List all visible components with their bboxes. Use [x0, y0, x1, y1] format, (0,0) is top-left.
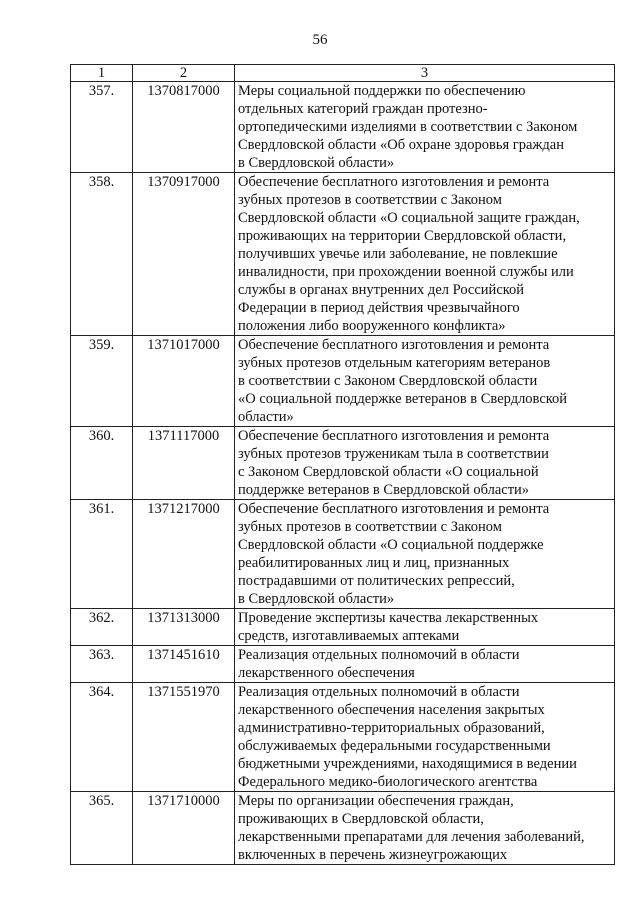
row-number: 362.: [71, 609, 133, 646]
table-row: [71, 646, 615, 683]
budget-code: 1370917000: [133, 173, 235, 336]
row-number: 359.: [71, 336, 133, 427]
description-line: «О социальной поддержке ветеранов в Свердловской: [238, 391, 568, 407]
item-description: [235, 646, 615, 683]
table-row: [71, 427, 615, 500]
budget-code: 1371017000: [133, 336, 235, 427]
description-line: службы в органах внутренних дел Российской: [238, 282, 525, 298]
table-row: [71, 609, 615, 646]
table-body: [71, 82, 615, 865]
table-header-row: [71, 65, 615, 82]
description-line: отдельных категорий граждан протезно-: [238, 101, 488, 117]
description-line: Обеспечение бесплатного изготовления и ремонта: [238, 337, 550, 353]
column-header-2: 2: [133, 65, 235, 82]
item-description: [235, 173, 615, 336]
item-description: [235, 427, 615, 500]
description-line: лекарственными препаратами для лечения заболеваний,: [238, 829, 585, 845]
budget-code: 1371451610: [133, 646, 235, 683]
description-line: зубных протезов в соответствии с Законом: [238, 192, 502, 208]
description-line: Обеспечение бесплатного изготовления и ремонта: [238, 428, 550, 444]
row-number: 364.: [71, 683, 133, 792]
budget-code: 1371313000: [133, 609, 235, 646]
page-number: 56: [312, 32, 328, 48]
description-line: зубных протезов в соответствии с Законом: [238, 519, 502, 535]
item-description: [235, 683, 615, 792]
description-line: Федерации в период действия чрезвычайного: [238, 300, 520, 316]
column-header-1: 1: [71, 65, 133, 82]
item-description: [235, 792, 615, 865]
description-line: зубных протезов труженикам тыла в соответствии: [238, 446, 549, 462]
description-line: зубных протезов отдельным категориям ветеранов: [238, 355, 551, 371]
description-line: Обеспечение бесплатного изготовления и ремонта: [238, 174, 550, 190]
description-line: административно-территориальных образований,: [238, 720, 545, 736]
budget-code: 1371710000: [133, 792, 235, 865]
description-line: в Свердловской области»: [238, 591, 395, 607]
row-number: 357.: [71, 82, 133, 173]
description-line: Свердловской области «О социальной защите граждан,: [238, 210, 580, 226]
table-row: [71, 792, 615, 865]
item-description: [235, 609, 615, 646]
table-row: [71, 683, 615, 792]
description-line: проживающих на территории Свердловской области,: [238, 228, 567, 244]
description-line: с Законом Свердловской области «О социальной: [238, 464, 539, 480]
budget-code: 1371217000: [133, 500, 235, 609]
table-row: [71, 82, 615, 173]
budget-classification-table: [70, 64, 615, 865]
description-line: получивших увечье или заболевание, не повлекшие: [238, 246, 558, 262]
description-line: средств, изготавливаемых аптеками: [238, 628, 460, 644]
row-number: 358.: [71, 173, 133, 336]
budget-code: 1371551970: [133, 683, 235, 792]
description-line: Меры социальной поддержки по обеспечению: [238, 83, 526, 99]
description-line: в Свердловской области»: [238, 155, 395, 171]
item-description: [235, 336, 615, 427]
budget-code: 1370817000: [133, 82, 235, 173]
description-line: включенных в перечень жизнеугрожающих: [238, 847, 508, 863]
description-line: области»: [238, 409, 294, 425]
table-row: [71, 173, 615, 336]
description-line: поддержке ветеранов в Свердловской области»: [238, 482, 530, 498]
description-line: реабилитированных лиц и лиц, признанных: [238, 555, 510, 571]
column-header-3: 3: [235, 65, 615, 82]
description-line: лекарственного обеспечения: [238, 665, 415, 681]
table-row: [71, 500, 615, 609]
description-line: Реализация отдельных полномочий в области: [238, 647, 520, 663]
description-line: Проведение экспертизы качества лекарственных: [238, 610, 539, 626]
row-number: 361.: [71, 500, 133, 609]
budget-code: 1371117000: [133, 427, 235, 500]
item-description: [235, 82, 615, 173]
description-line: лекарственного обеспечения населения закрытых: [238, 702, 545, 718]
description-line: инвалидности, при прохождении военной службы или: [238, 264, 574, 280]
description-line: ортопедическими изделиями в соответствии с Законом: [238, 119, 578, 135]
description-line: пострадавшими от политических репрессий,: [238, 573, 515, 589]
description-line: Свердловской области «Об охране здоровья граждан: [238, 137, 564, 153]
item-description: [235, 500, 615, 609]
description-line: бюджетными учреждениями, находящимися в ведении: [238, 756, 577, 772]
description-line: в соответствии с Законом Свердловской области: [238, 373, 538, 389]
description-line: Свердловской области «О социальной поддержке: [238, 537, 544, 553]
row-number: 360.: [71, 427, 133, 500]
description-line: Федерального медико-биологического агентства: [238, 774, 538, 790]
table-row: [71, 336, 615, 427]
description-line: Обеспечение бесплатного изготовления и ремонта: [238, 501, 550, 517]
description-line: проживающих в Свердловской области,: [238, 811, 484, 827]
row-number: 365.: [71, 792, 133, 865]
row-number: 363.: [71, 646, 133, 683]
description-line: положения либо вооруженного конфликта»: [238, 318, 506, 334]
description-line: Меры по организации обеспечения граждан,: [238, 793, 514, 809]
description-line: обслуживаемых федеральными государственными: [238, 738, 551, 754]
description-line: Реализация отдельных полномочий в области: [238, 684, 520, 700]
